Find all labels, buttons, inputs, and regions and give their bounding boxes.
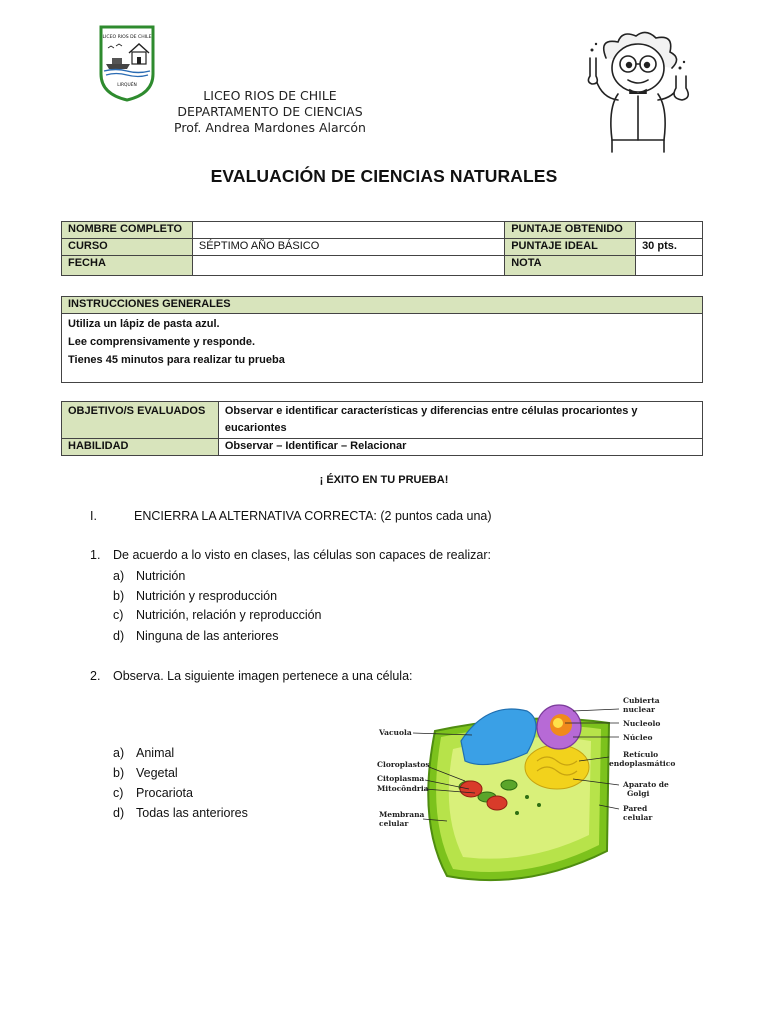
ideal-score-label: PUNTAJE IDEAL — [505, 239, 636, 256]
school-header — [150, 88, 390, 136]
option-2a[interactable] — [113, 746, 174, 760]
question-number: 1. — [90, 548, 101, 562]
label-membrana-1: Membrana — [379, 810, 425, 819]
option-letter: c) — [113, 608, 124, 622]
option-1d[interactable] — [113, 629, 278, 643]
ideal-score-value: 30 pts. — [636, 239, 703, 256]
option-text: Animal — [136, 746, 175, 760]
option-text: Nutrición y resproducción — [136, 589, 278, 603]
label-cloroplastos: Cloroplastos — [377, 760, 430, 769]
course-value: SÉPTIMO AÑO BÁSICO — [192, 239, 504, 256]
label-nucleo: Núcleo — [623, 733, 653, 742]
question-number: 2. — [90, 669, 101, 683]
success-message: ¡ ÉXITO EN TU PRUEBA! — [319, 474, 449, 486]
exam-title: EVALUACIÓN DE CIENCIAS NATURALES — [210, 166, 558, 186]
label-envoltura-2: nuclear — [623, 705, 655, 714]
department-name: DEPARTAMENTO DE CIENCIAS — [177, 104, 363, 119]
objective-label: OBJETIVO/S EVALUADOS — [62, 402, 219, 439]
label-citoplasma: Citoplasma — [377, 774, 425, 783]
table-row — [62, 297, 703, 314]
option-letter: a) — [113, 746, 125, 760]
table-row — [62, 439, 703, 456]
label-reticulo-1: Retículo — [623, 750, 659, 759]
objectives-table — [61, 401, 703, 456]
option-letter: d) — [113, 806, 125, 820]
option-text: Todas las anteriores — [136, 806, 248, 820]
full-name-label: NOMBRE COMPLETO — [62, 222, 193, 239]
label-mitocondria: Mitocôndria — [377, 784, 429, 793]
instructions-header: INSTRUCCIONES GENERALES — [62, 297, 703, 314]
skill-label: HABILIDAD — [62, 439, 219, 456]
option-letter: b) — [113, 766, 125, 780]
full-name-field[interactable] — [192, 222, 504, 239]
option-text: Procariota — [136, 786, 193, 800]
option-letter: d) — [113, 629, 125, 643]
grade-field[interactable] — [636, 256, 703, 276]
skill-value: Observar – Identificar – Relacionar — [218, 439, 702, 456]
label-nucleolo: Nucleolo — [623, 719, 661, 728]
grade-label: NOTA — [505, 256, 636, 276]
date-label: FECHA — [62, 256, 193, 276]
question-text: De acuerdo a lo visto en clases, las células son capaces de realizar: — [113, 548, 491, 562]
option-letter: a) — [113, 569, 125, 583]
label-envoltura-1: Cubierta — [623, 696, 660, 705]
scientist-illustration — [578, 28, 698, 156]
section-title: ENCIERRA LA ALTERNATIVA CORRECTA: (2 puntos cada una) — [134, 509, 492, 523]
logo-subtext: LIRQUÉN — [117, 83, 137, 88]
option-2c[interactable] — [113, 786, 193, 800]
label-pared-2: celular — [623, 813, 653, 822]
table-row — [62, 239, 703, 256]
question-2 — [90, 669, 413, 683]
school-logo — [98, 24, 156, 102]
option-2b[interactable] — [113, 766, 178, 780]
label-membrana-2: celular — [379, 819, 409, 828]
instruction-line: Lee comprensivamente y responde. — [68, 336, 256, 348]
option-letter: b) — [113, 589, 125, 603]
label-reticulo-2: endoplasmático — [609, 759, 676, 768]
label-golgi-2: Golgi — [627, 789, 650, 798]
label-golgi-1: Aparato de — [623, 780, 669, 789]
instructions-body — [62, 314, 703, 383]
objective-value: Observar e identificar características y diferencias entre células procariontes y eucariontes — [218, 402, 702, 439]
date-field[interactable] — [192, 256, 504, 276]
option-1c[interactable] — [113, 608, 322, 622]
table-row — [62, 314, 703, 383]
student-info-table — [61, 221, 703, 276]
option-text: Ninguna de las anteriores — [136, 629, 279, 643]
label-vacuola: Vacuola — [379, 728, 412, 737]
table-row — [62, 222, 703, 239]
option-2d[interactable] — [113, 806, 248, 820]
logo-text: LICEO RIOS DE CHILE — [102, 35, 152, 40]
table-row — [62, 402, 703, 439]
instruction-line: Tienes 45 minutos para realizar tu prueba — [68, 354, 285, 366]
option-text: Nutrición — [136, 569, 186, 583]
option-1a[interactable] — [113, 569, 185, 583]
score-obtained-label: PUNTAJE OBTENIDO — [505, 222, 636, 239]
table-row — [62, 256, 703, 276]
plant-cell-diagram — [377, 696, 676, 891]
option-letter: c) — [113, 786, 124, 800]
option-text: Nutrición, relación y reproducción — [136, 608, 322, 622]
question-text: Observa. La siguiente imagen pertenece a una célula: — [113, 669, 413, 683]
label-pared-1: Pared — [623, 804, 648, 813]
question-1 — [90, 548, 491, 562]
score-obtained-field[interactable] — [636, 222, 703, 239]
option-text: Vegetal — [136, 766, 178, 780]
instruction-line: Utiliza un lápiz de pasta azul. — [68, 318, 220, 330]
school-name: LICEO RIOS DE CHILE — [203, 88, 337, 103]
option-1b[interactable] — [113, 589, 277, 603]
teacher-name: Prof. Andrea Mardones Alarcón — [174, 120, 366, 135]
section-number: I. — [90, 509, 97, 523]
section-heading — [90, 509, 492, 523]
course-label: CURSO — [62, 239, 193, 256]
instructions-table — [61, 296, 703, 383]
